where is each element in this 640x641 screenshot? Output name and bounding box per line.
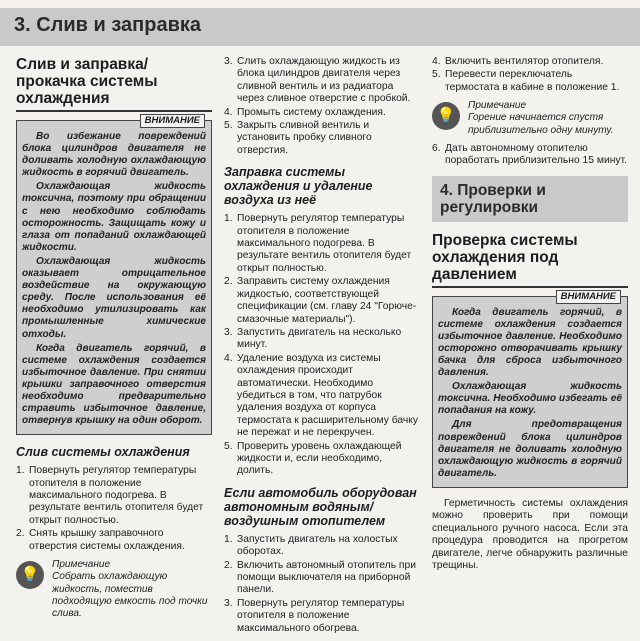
lightbulb-icon: 💡 bbox=[16, 561, 44, 589]
list-item: 5. Закрыть сливной вентиль и установить пробку сливного отверстия. bbox=[224, 120, 372, 156]
warning-text: Для предотвращения повреждений блока цилиндров двигателя не доливать холодную охлаждающую жидкость в горячий двигатель. bbox=[438, 419, 622, 479]
warning-tag: ВНИМАНИЕ bbox=[140, 114, 205, 128]
heater-steps-final bbox=[432, 143, 628, 168]
subsection-title: Слив системы охлаждения bbox=[16, 445, 190, 460]
subsection-title: Если автомобиль оборудован автономным водяным/ воздушным отопителем bbox=[224, 485, 417, 528]
lightbulb-icon: 💡 bbox=[432, 102, 460, 130]
heater-steps bbox=[224, 534, 420, 635]
list-item: 2. Заправить систему охлаждения жидкостью, соответствующей спецификации (см. главу 24 "Горюче-смазочные материалы"). bbox=[224, 276, 417, 325]
chapter-header bbox=[0, 8, 640, 46]
drain-steps bbox=[16, 465, 212, 553]
chapter-section-title: 4. Проверки и регулировки bbox=[440, 181, 546, 216]
note-text: Горение начинается спустя приблизительно одну минуту. bbox=[468, 112, 614, 136]
warning-text: Охлаждающая жидкость токсична, поэтому при обращении с нею необходимо соблюдать осторожность. Защищать кожу и глаза от попаданий охлаждающей жидкости. bbox=[22, 181, 206, 253]
note-block bbox=[16, 559, 212, 620]
warning-text: Охлаждающая жидкость токсична. Необходимо избегать её попадания на кожу. bbox=[438, 381, 622, 417]
chapter-title: 3. Слив и заправка bbox=[14, 14, 202, 36]
warning-text: Когда двигатель горячий, в системе охлаждения создается избыточное давление. При снятии крышки заправочного отверстия необходимо предварительно стравить избыточное давление, отвернув крышку на один оборот. bbox=[22, 342, 206, 427]
list-item: 5. Перевести переключатель термостата в кабине в положение 1. bbox=[432, 69, 620, 93]
list-item: 6. Дать автономному отопителю поработать приблизительно 15 минут. bbox=[432, 142, 627, 167]
column-1 bbox=[16, 56, 212, 626]
column-2 bbox=[224, 56, 420, 641]
drain-steps-continued bbox=[224, 56, 420, 157]
list-item: 4. Промыть систему охлаждения. bbox=[224, 106, 386, 118]
list-item: 3. Запустить двигатель на несколько минут. bbox=[224, 326, 402, 351]
list-item: 2. Включить автономный отопитель при помощи выключателя на приборной панели. bbox=[224, 559, 416, 596]
column-3 bbox=[432, 56, 628, 576]
warning-box bbox=[16, 115, 212, 435]
note-block bbox=[432, 100, 628, 137]
list-item: 3. Повернуть регулятор температуры отопителя в положение максимального обогрева. bbox=[224, 597, 405, 634]
warning-text: Во избежание повреждений блока цилиндров двигателя не доливать холодную охлаждающую жидкость в горячий двигатель. bbox=[22, 131, 206, 179]
subsection-title: Заправка системы охлаждения и удаление воздуха из неё bbox=[224, 165, 373, 208]
list-item: 2. Снять крышку заправочного отверстия системы охлаждения. bbox=[16, 528, 185, 552]
list-item: 1. Запустить двигатель на холостых оборотах. bbox=[224, 533, 398, 558]
warning-box bbox=[432, 290, 628, 488]
note-label: Примечание bbox=[52, 559, 111, 571]
section-title-underline bbox=[16, 56, 212, 112]
section-title-underline bbox=[432, 232, 628, 288]
warning-text: Когда двигатель горячий, в системе охлаждения создается избыточное давление. Необходимо осторожно отворачивать крышку бачка для сброса избыточного давления. bbox=[438, 306, 622, 379]
list-item: 1. Повернуть регулятор температуры отопителя в положение максимального подогрева. В результате вентиль отопителя будет открыт полностью. bbox=[224, 213, 412, 274]
warning-tag: ВНИМАНИЕ bbox=[556, 290, 621, 304]
list-item: 4. Включить вентилятор отопителя. bbox=[432, 56, 604, 67]
fill-steps bbox=[224, 213, 420, 478]
list-item: 4. Удаление воздуха из системы охлаждения происходит автоматически. Необходимо убедиться в том, что патрубок удаления воздуха от корпуса термостата к расширительному бачку не пережат и не перекручен. bbox=[224, 352, 419, 439]
body-paragraph: Герметичность системы охлаждения можно проверить при помощи специального ручного насоса. Если эта процедура проводится на прогретом двигателе, легче обнаружить различные трещины. bbox=[432, 497, 628, 571]
list-item: 5. Проверить уровень охлаждающей жидкости и, если необходимо, долить. bbox=[224, 440, 402, 477]
list-item: 3. Слить охлаждающую жидкость из блока цилиндров двигателя через сливной вентиль и из радиатора через сливное отверстие с пробкой. bbox=[224, 56, 411, 105]
section-title: Проверка системы охлаждения под давлением bbox=[432, 231, 578, 283]
note-text: Собрать охлаждающую жидкость, поместив подходящую емкость под точки слива. bbox=[52, 571, 208, 619]
section-title: Слив и заправка/ прокачка системы охлаждения bbox=[16, 56, 158, 107]
list-item: 1. Повернуть регулятор температуры отопителя в положение максимального подогрева. В результате вентиль отопителя будет открыт полностью. bbox=[16, 465, 204, 526]
warning-text: Охлаждающая жидкость оказывает отрицательное воздействие на окружающую среду. После использования её необходимо утилизировать как промышленные химические отходы. bbox=[22, 255, 206, 340]
note-label: Примечание bbox=[468, 100, 527, 112]
heater-steps-continued bbox=[432, 56, 628, 94]
chapter-section-box bbox=[432, 176, 628, 222]
